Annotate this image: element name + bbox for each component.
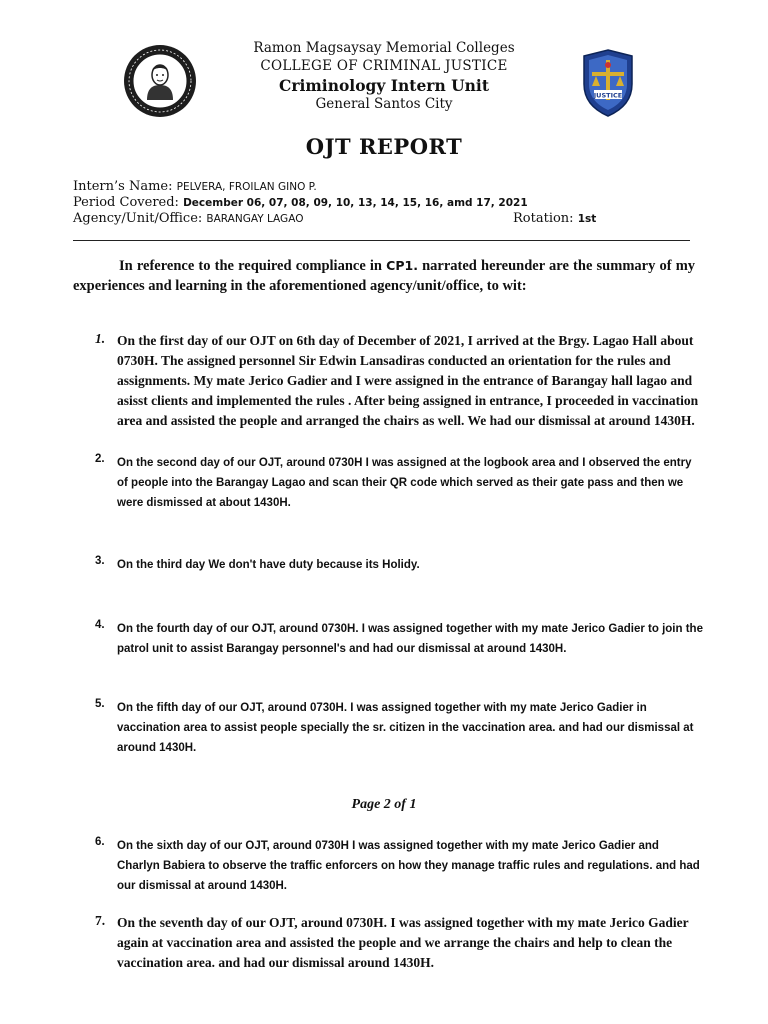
page-title: OJT REPORT — [305, 134, 463, 159]
intern-name-label: Intern’s Name: — [73, 179, 173, 194]
item-number: 6. — [95, 836, 105, 848]
item-number: 1. — [95, 331, 106, 346]
item-text: On the sixth day of our OJT, around 0730H I was assigned together with my mate Jerico Gadier and Charlyn Babiera to observe the traffic enforcers on how they manage traffic rules and regulations. and had our dismissal at around 1430H. — [117, 840, 700, 892]
item-text: On the second day of our OJT, around 0730H I was assigned at the logbook area and I observed the entry of people into the Barangay Lagao and scan their QR code which served as their gate pass and then we were dismissed at about 1430H. — [117, 457, 692, 509]
college-name: COLLEGE OF CRIMINAL JUSTICE — [260, 58, 508, 74]
period-value: December 06, 07, 08, 09, 10, 13, 14, 15, 16, amd 17, 2021 — [183, 197, 528, 209]
agency-label: Agency/Unit/Office: — [73, 211, 203, 226]
item-number: 2. — [95, 453, 105, 465]
agency-value: BARANGAY LAGAO — [206, 213, 304, 225]
item-number: 3. — [95, 555, 105, 567]
rotation-label: Rotation: — [513, 211, 574, 226]
intern-name-row — [73, 179, 317, 194]
period-label: Period Covered: — [73, 195, 179, 210]
item-number: 7. — [95, 913, 106, 928]
city-name: General Santos City — [315, 96, 453, 112]
school-name: Ramon Magsaysay Memorial Colleges — [253, 40, 515, 56]
unit-name: Criminology Intern Unit — [279, 76, 489, 95]
rotation-row — [513, 211, 596, 226]
agency-row — [73, 211, 303, 226]
item-number: 4. — [95, 619, 105, 631]
item-text: On the third day We don't have duty because its Holidy. — [117, 559, 420, 571]
item-text: On the fifth day of our OJT, around 0730H. I was assigned together with my mate Jerico Gadier in vaccination area to assist people specially the sr. citizen in the vaccination area. and had our dismissal at around 1430H. — [117, 702, 694, 754]
divider — [73, 240, 690, 241]
period-row — [73, 195, 528, 210]
item-text: On the seventh day of our OJT, around 0730H. I was assigned together with my mate Jerico Gadier again at vaccination area and assisted the people and we arrange the chairs and help to clean the vaccination area. and had our dismissal around 1430H. — [117, 915, 689, 970]
intro-paragraph — [73, 256, 695, 296]
item-number: 5. — [95, 698, 105, 710]
shield-label: JUSTICE — [593, 91, 623, 100]
intro-keyword: CP1. — [386, 258, 418, 273]
intern-name-value: PELVERA, FROILAN GINO P. — [176, 181, 317, 193]
rotation-value: 1st — [577, 213, 597, 225]
page-indicator: Page 2 of 1 — [351, 797, 417, 812]
intro-text-end: narrated hereunder are the summary of my experiences and learning in the aforementioned agency/unit/office, to wit: — [73, 258, 696, 294]
intro-text-start: In reference to the required compliance in — [119, 258, 382, 274]
item-text: On the fourth day of our OJT, around 0730H. I was assigned together with my mate Jerico Gadier to join the patrol unit to assist Barangay personnel's and had our dismissal at around 1430H. — [117, 623, 703, 655]
item-text: On the first day of our OJT on 6th day of December of 2021, I arrived at the Brgy. Lagao Hall about 0730H. The assigned personnel Sir Edwin Lansadiras conducted an orientation for the rules and assignments. My mate Jerico Gadier and I were assigned in the entrance of Barangay hall lagao and asisst clients and implemented the rules . After being assigned in entrance, I proceeded in vaccination area and assisted the people and arranged the chairs as well. We had our dismissal at around 1430H. — [117, 333, 699, 428]
